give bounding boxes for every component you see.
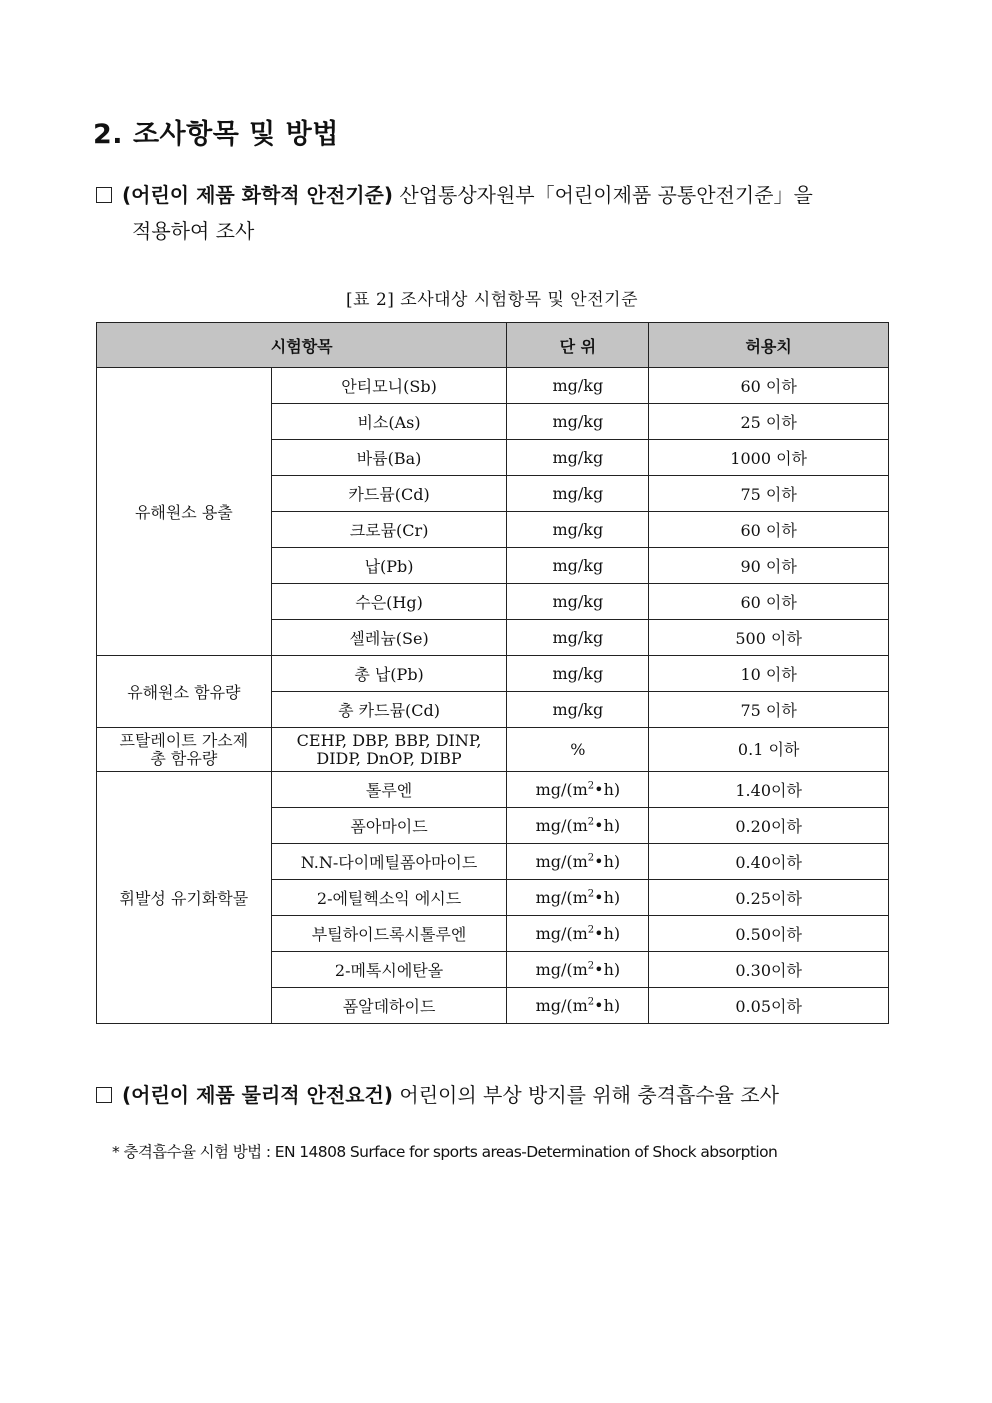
limit-cell: 75 이하 [649, 692, 889, 728]
limit-cell: 0.20이하 [649, 808, 889, 844]
item-cell: 납(Pb) [271, 548, 507, 584]
unit-cell [507, 880, 649, 916]
unit-sup: 2 [587, 780, 595, 792]
limit-cell: 10 이하 [649, 656, 889, 692]
item-cell: 크로뮴(Cr) [271, 512, 507, 548]
group-label-line1: 프탈레이트 가소제 [119, 730, 249, 750]
unit-cell: mg/kg [507, 404, 649, 440]
unit-sup: 2 [587, 996, 595, 1008]
unit-suffix: •h) [594, 816, 621, 835]
unit-cell: mg/kg [507, 548, 649, 584]
unit-prefix: mg/(m [535, 888, 588, 907]
item-cell: 수은(Hg) [271, 584, 507, 620]
unit-suffix: •h) [594, 888, 621, 907]
item-cell [271, 728, 507, 772]
item-line2: DIDP, DnOP, DIBP [316, 748, 462, 768]
limit-cell: 0.05이하 [649, 988, 889, 1024]
item-cell: 2-메톡시에탄올 [271, 952, 507, 988]
section-heading: 2. 조사항목 및 방법 [93, 119, 339, 150]
limit-cell: 75 이하 [649, 476, 889, 512]
item-cell: 바륨(Ba) [271, 440, 507, 476]
table-row [97, 772, 889, 808]
unit-cell: mg/kg [507, 476, 649, 512]
physical-safety-paragraph [96, 1077, 906, 1113]
limit-cell: 1.40이하 [649, 772, 889, 808]
group-label: 휘발성 유기화학물 [97, 772, 272, 1024]
limit-cell: 25 이하 [649, 404, 889, 440]
unit-suffix: •h) [594, 960, 621, 979]
limit-cell: 0.30이하 [649, 952, 889, 988]
unit-cell [507, 844, 649, 880]
unit-cell [507, 916, 649, 952]
unit-suffix: •h) [594, 996, 621, 1015]
unit-prefix: mg/(m [535, 960, 588, 979]
test-method-note: * 충격흡수율 시험 방법 : EN 14808 Surface for sports areas-Determination of Shock absorption [112, 1143, 778, 1161]
limit-cell: 60 이하 [649, 584, 889, 620]
chemical-safety-paragraph [96, 177, 906, 249]
item-cell: 셀레늄(Se) [271, 620, 507, 656]
limit-cell: 90 이하 [649, 548, 889, 584]
limit-cell: 500 이하 [649, 620, 889, 656]
table-row [97, 656, 889, 692]
limit-cell: 60 이하 [649, 368, 889, 404]
item-line1: CEHP, DBP, BBP, DINP, [296, 730, 482, 750]
item-cell: 안티모니(Sb) [271, 368, 507, 404]
chemical-safety-text: 산업통상자원부「어린이제품 공통안전기준」을 [393, 183, 813, 207]
limit-cell: 0.1 이하 [649, 728, 889, 772]
limit-cell: 0.25이하 [649, 880, 889, 916]
unit-sup: 2 [587, 816, 595, 828]
unit-cell [507, 808, 649, 844]
physical-safety-title: (어린이 제품 물리적 안전요건) [122, 1083, 394, 1107]
checkbox-square-icon [96, 1087, 112, 1103]
unit-cell: mg/kg [507, 368, 649, 404]
item-cell: 총 카드뮴(Cd) [271, 692, 507, 728]
unit-cell: % [507, 728, 649, 772]
header-unit: 단 위 [507, 323, 649, 368]
table-row [97, 728, 889, 772]
unit-cell [507, 772, 649, 808]
limit-cell: 1000 이하 [649, 440, 889, 476]
unit-sup: 2 [587, 888, 595, 900]
table-header-row [97, 323, 889, 368]
item-cell: 카드뮴(Cd) [271, 476, 507, 512]
group-label-line2: 총 함유량 [150, 748, 218, 768]
item-cell: N.N-다이메틸폼아마이드 [271, 844, 507, 880]
unit-suffix: •h) [594, 852, 621, 871]
table-row [97, 368, 889, 404]
chemical-safety-text-line2: 적용하여 조사 [132, 219, 255, 243]
item-cell: 폼알데하이드 [271, 988, 507, 1024]
unit-sup: 2 [587, 960, 595, 972]
limit-cell: 0.40이하 [649, 844, 889, 880]
unit-sup: 2 [587, 852, 595, 864]
item-cell: 톨루엔 [271, 772, 507, 808]
unit-suffix: •h) [594, 924, 621, 943]
limit-cell: 60 이하 [649, 512, 889, 548]
unit-prefix: mg/(m [535, 996, 588, 1015]
unit-cell: mg/kg [507, 692, 649, 728]
header-limit: 허용치 [649, 323, 889, 368]
unit-cell [507, 952, 649, 988]
limit-cell: 0.50이하 [649, 916, 889, 952]
unit-cell: mg/kg [507, 584, 649, 620]
table-caption: [표 2] 조사대상 시험항목 및 안전기준 [345, 290, 638, 310]
group-label: 유해원소 용출 [97, 368, 272, 656]
unit-cell: mg/kg [507, 620, 649, 656]
item-cell: 2-에틸헥소익 에시드 [271, 880, 507, 916]
item-cell: 부틸하이드록시톨루엔 [271, 916, 507, 952]
chemical-safety-title: (어린이 제품 화학적 안전기준) [122, 183, 394, 207]
unit-cell [507, 988, 649, 1024]
header-test-item: 시험항목 [97, 323, 507, 368]
unit-prefix: mg/(m [535, 780, 588, 799]
unit-suffix: •h) [594, 780, 621, 799]
unit-sup: 2 [587, 924, 595, 936]
unit-prefix: mg/(m [535, 852, 588, 871]
checkbox-square-icon [96, 187, 112, 203]
unit-cell: mg/kg [507, 512, 649, 548]
item-cell: 비소(As) [271, 404, 507, 440]
physical-safety-text: 어린이의 부상 방지를 위해 충격흡수율 조사 [393, 1083, 779, 1107]
unit-cell: mg/kg [507, 656, 649, 692]
item-cell: 폼아마이드 [271, 808, 507, 844]
safety-standards-table [96, 322, 889, 1024]
item-cell: 총 납(Pb) [271, 656, 507, 692]
unit-prefix: mg/(m [535, 816, 588, 835]
unit-prefix: mg/(m [535, 924, 588, 943]
group-label: 유해원소 함유량 [97, 656, 272, 728]
unit-cell: mg/kg [507, 440, 649, 476]
group-label [97, 728, 272, 772]
